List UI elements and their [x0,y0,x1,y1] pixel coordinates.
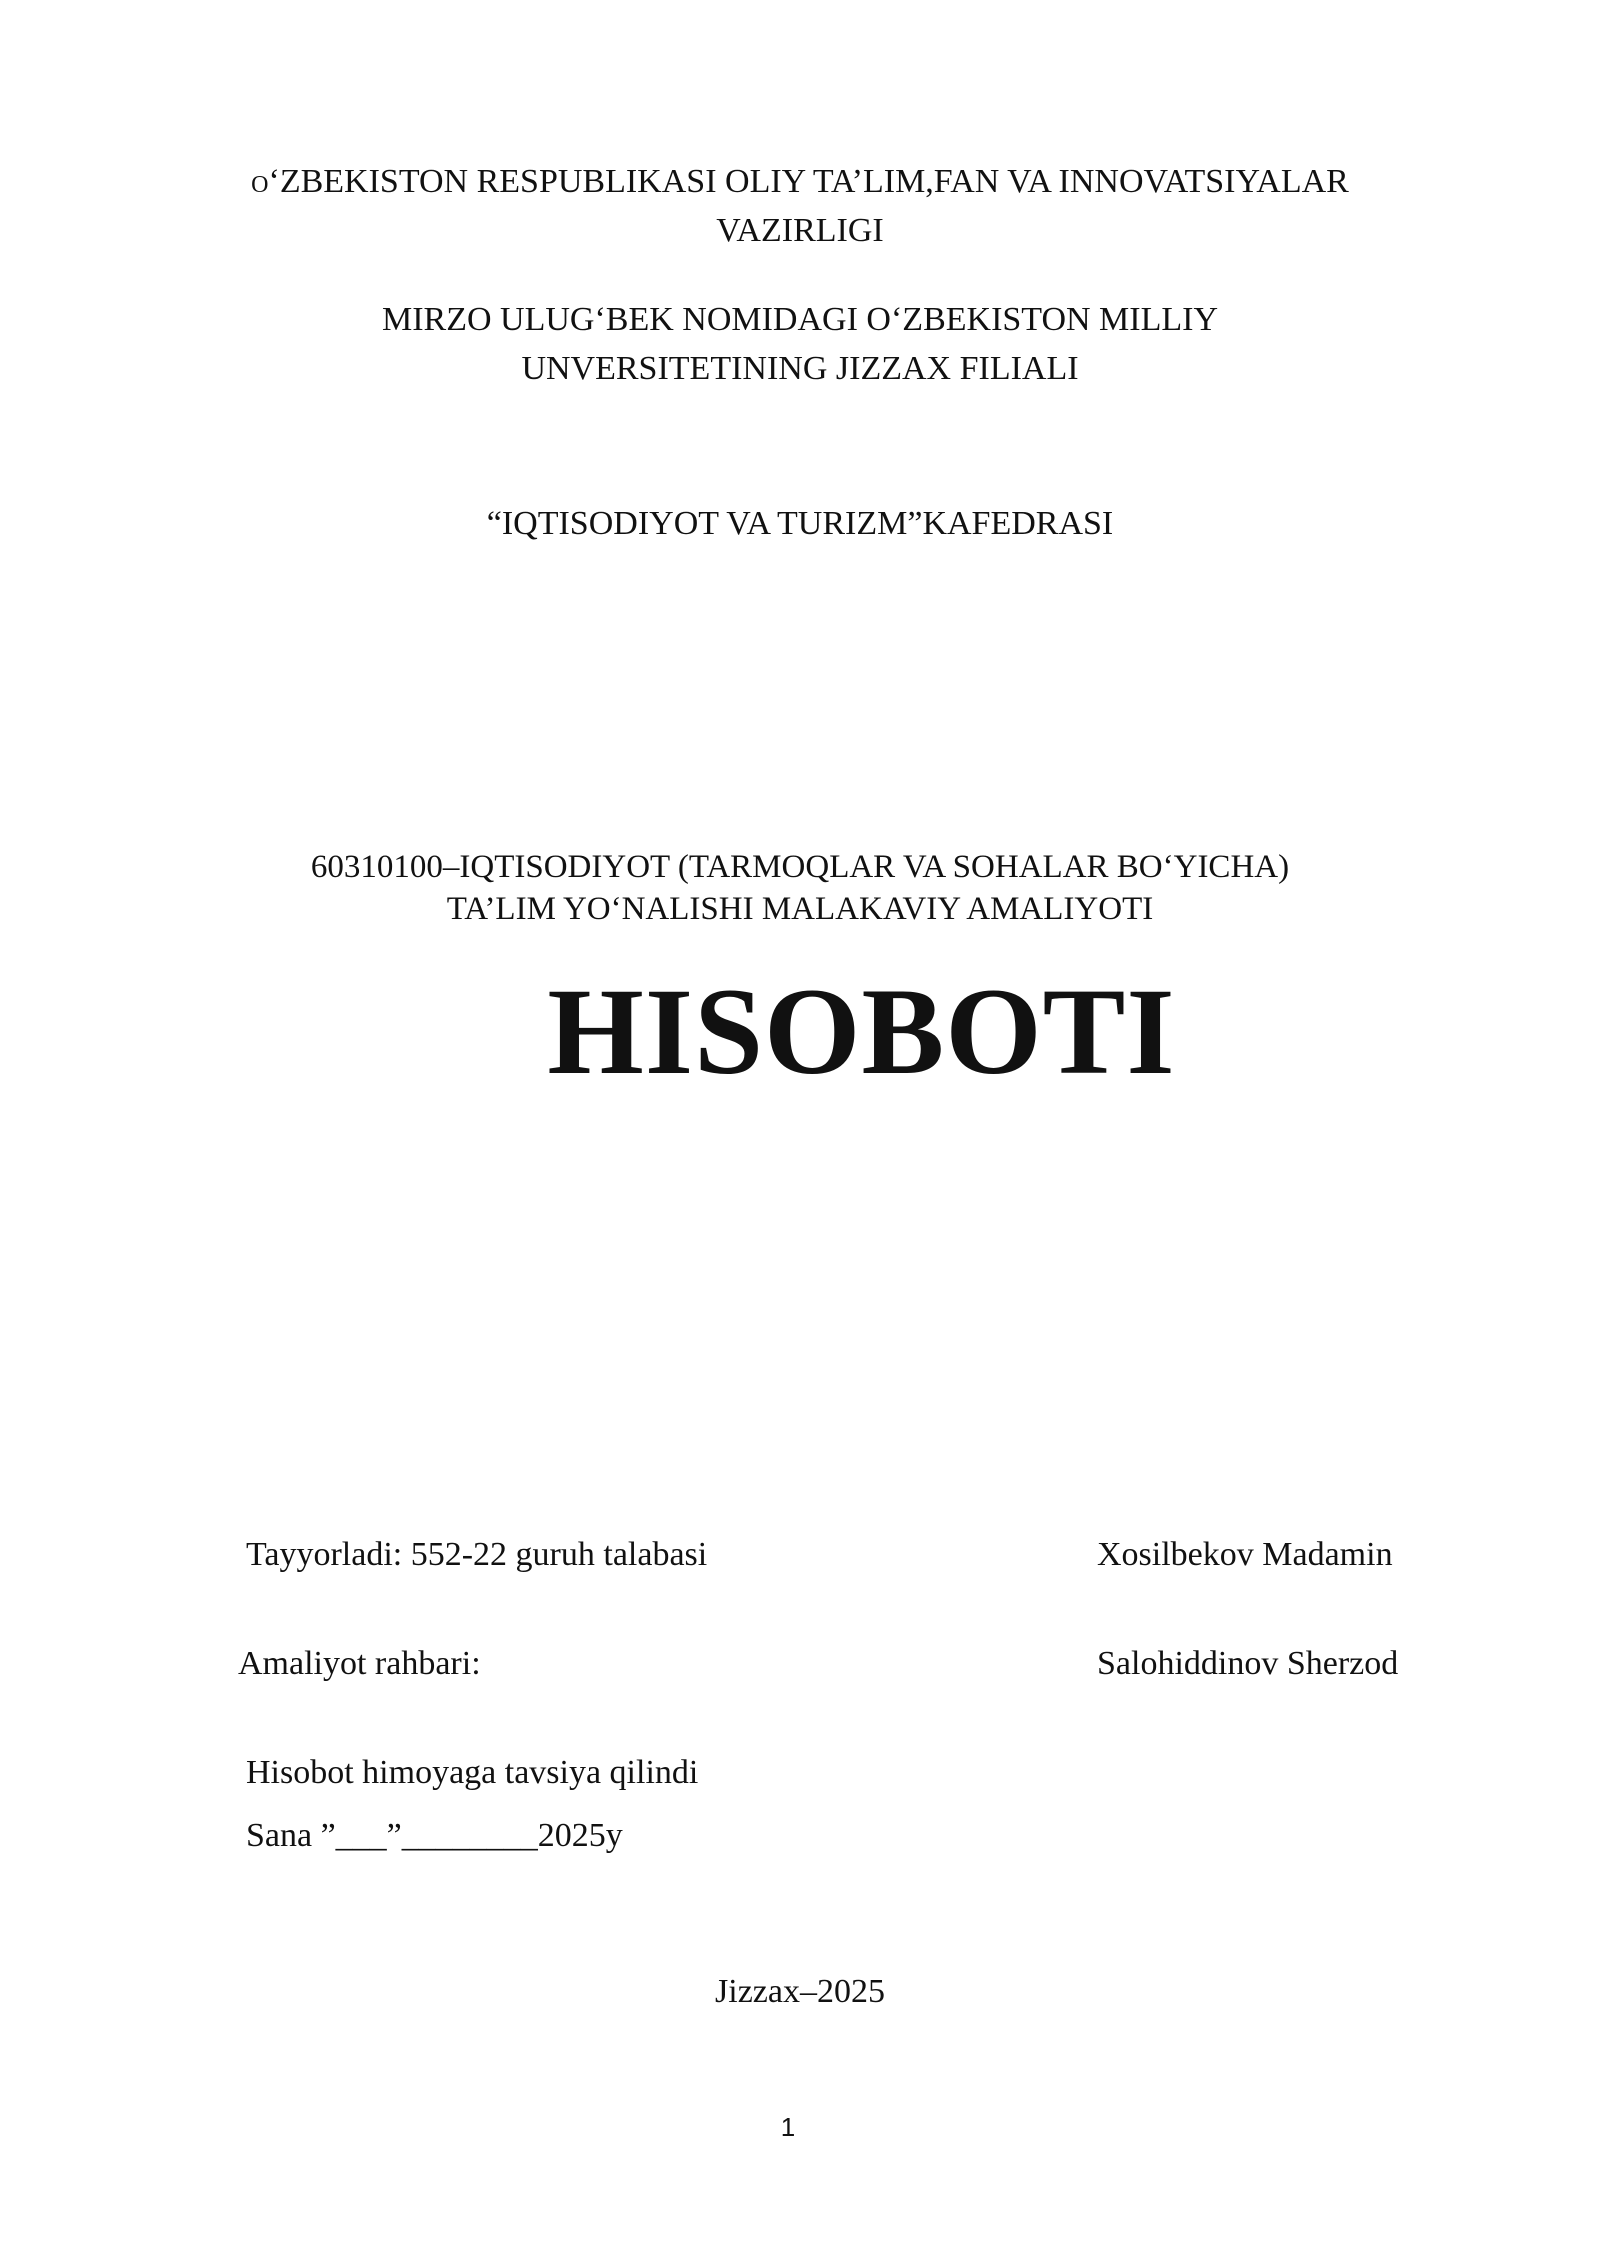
program-line-2: TA’LIM YO‘NALISHI MALAKAVIY AMALIYOTI [446,891,1154,927]
prepared-by-name: Xosilbekov Madamin [1097,1536,1393,1573]
date-line: Sana ”___”________2025y [246,1817,623,1854]
recommendation-text: Hisobot himoyaga tavsiya qilindi [246,1754,699,1791]
supervisor-label: Amaliyot rahbari: [238,1645,481,1682]
place-year: Jizzax–2025 [715,1973,885,2010]
department-name: “IQTISODIYOT VA TURIZM”KAFEDRASI [486,505,1114,542]
program-line-1: 60310100–IQTISODIYOT (TARMOQLAR VA SOHALAR BO‘YICHA) [310,849,1290,885]
page-number: 1 [780,2112,796,2142]
university-line-1: MIRZO ULUG‘BEK NOMIDAGI O‘ZBEKISTON MILLIY [381,301,1219,338]
ministry-line-2: VAZIRLIGI [716,212,884,249]
document-title: HISOBOTI [547,963,1176,1100]
ministry-line-1-text: ‘ZBEKISTON RESPUBLIKASI OLIY TA’LIM,FAN VA INNOVATSIYALAR [268,163,1349,200]
prepared-by-label: Tayyorladi: 552-22 guruh talabasi [246,1536,708,1573]
ministry-first-letter: O [251,172,269,198]
university-line-2: UNVERSITETINING JIZZAX FILIALI [521,350,1079,387]
supervisor-name: Salohiddinov Sherzod [1097,1645,1399,1682]
ministry-line-1 [0,158,1600,209]
